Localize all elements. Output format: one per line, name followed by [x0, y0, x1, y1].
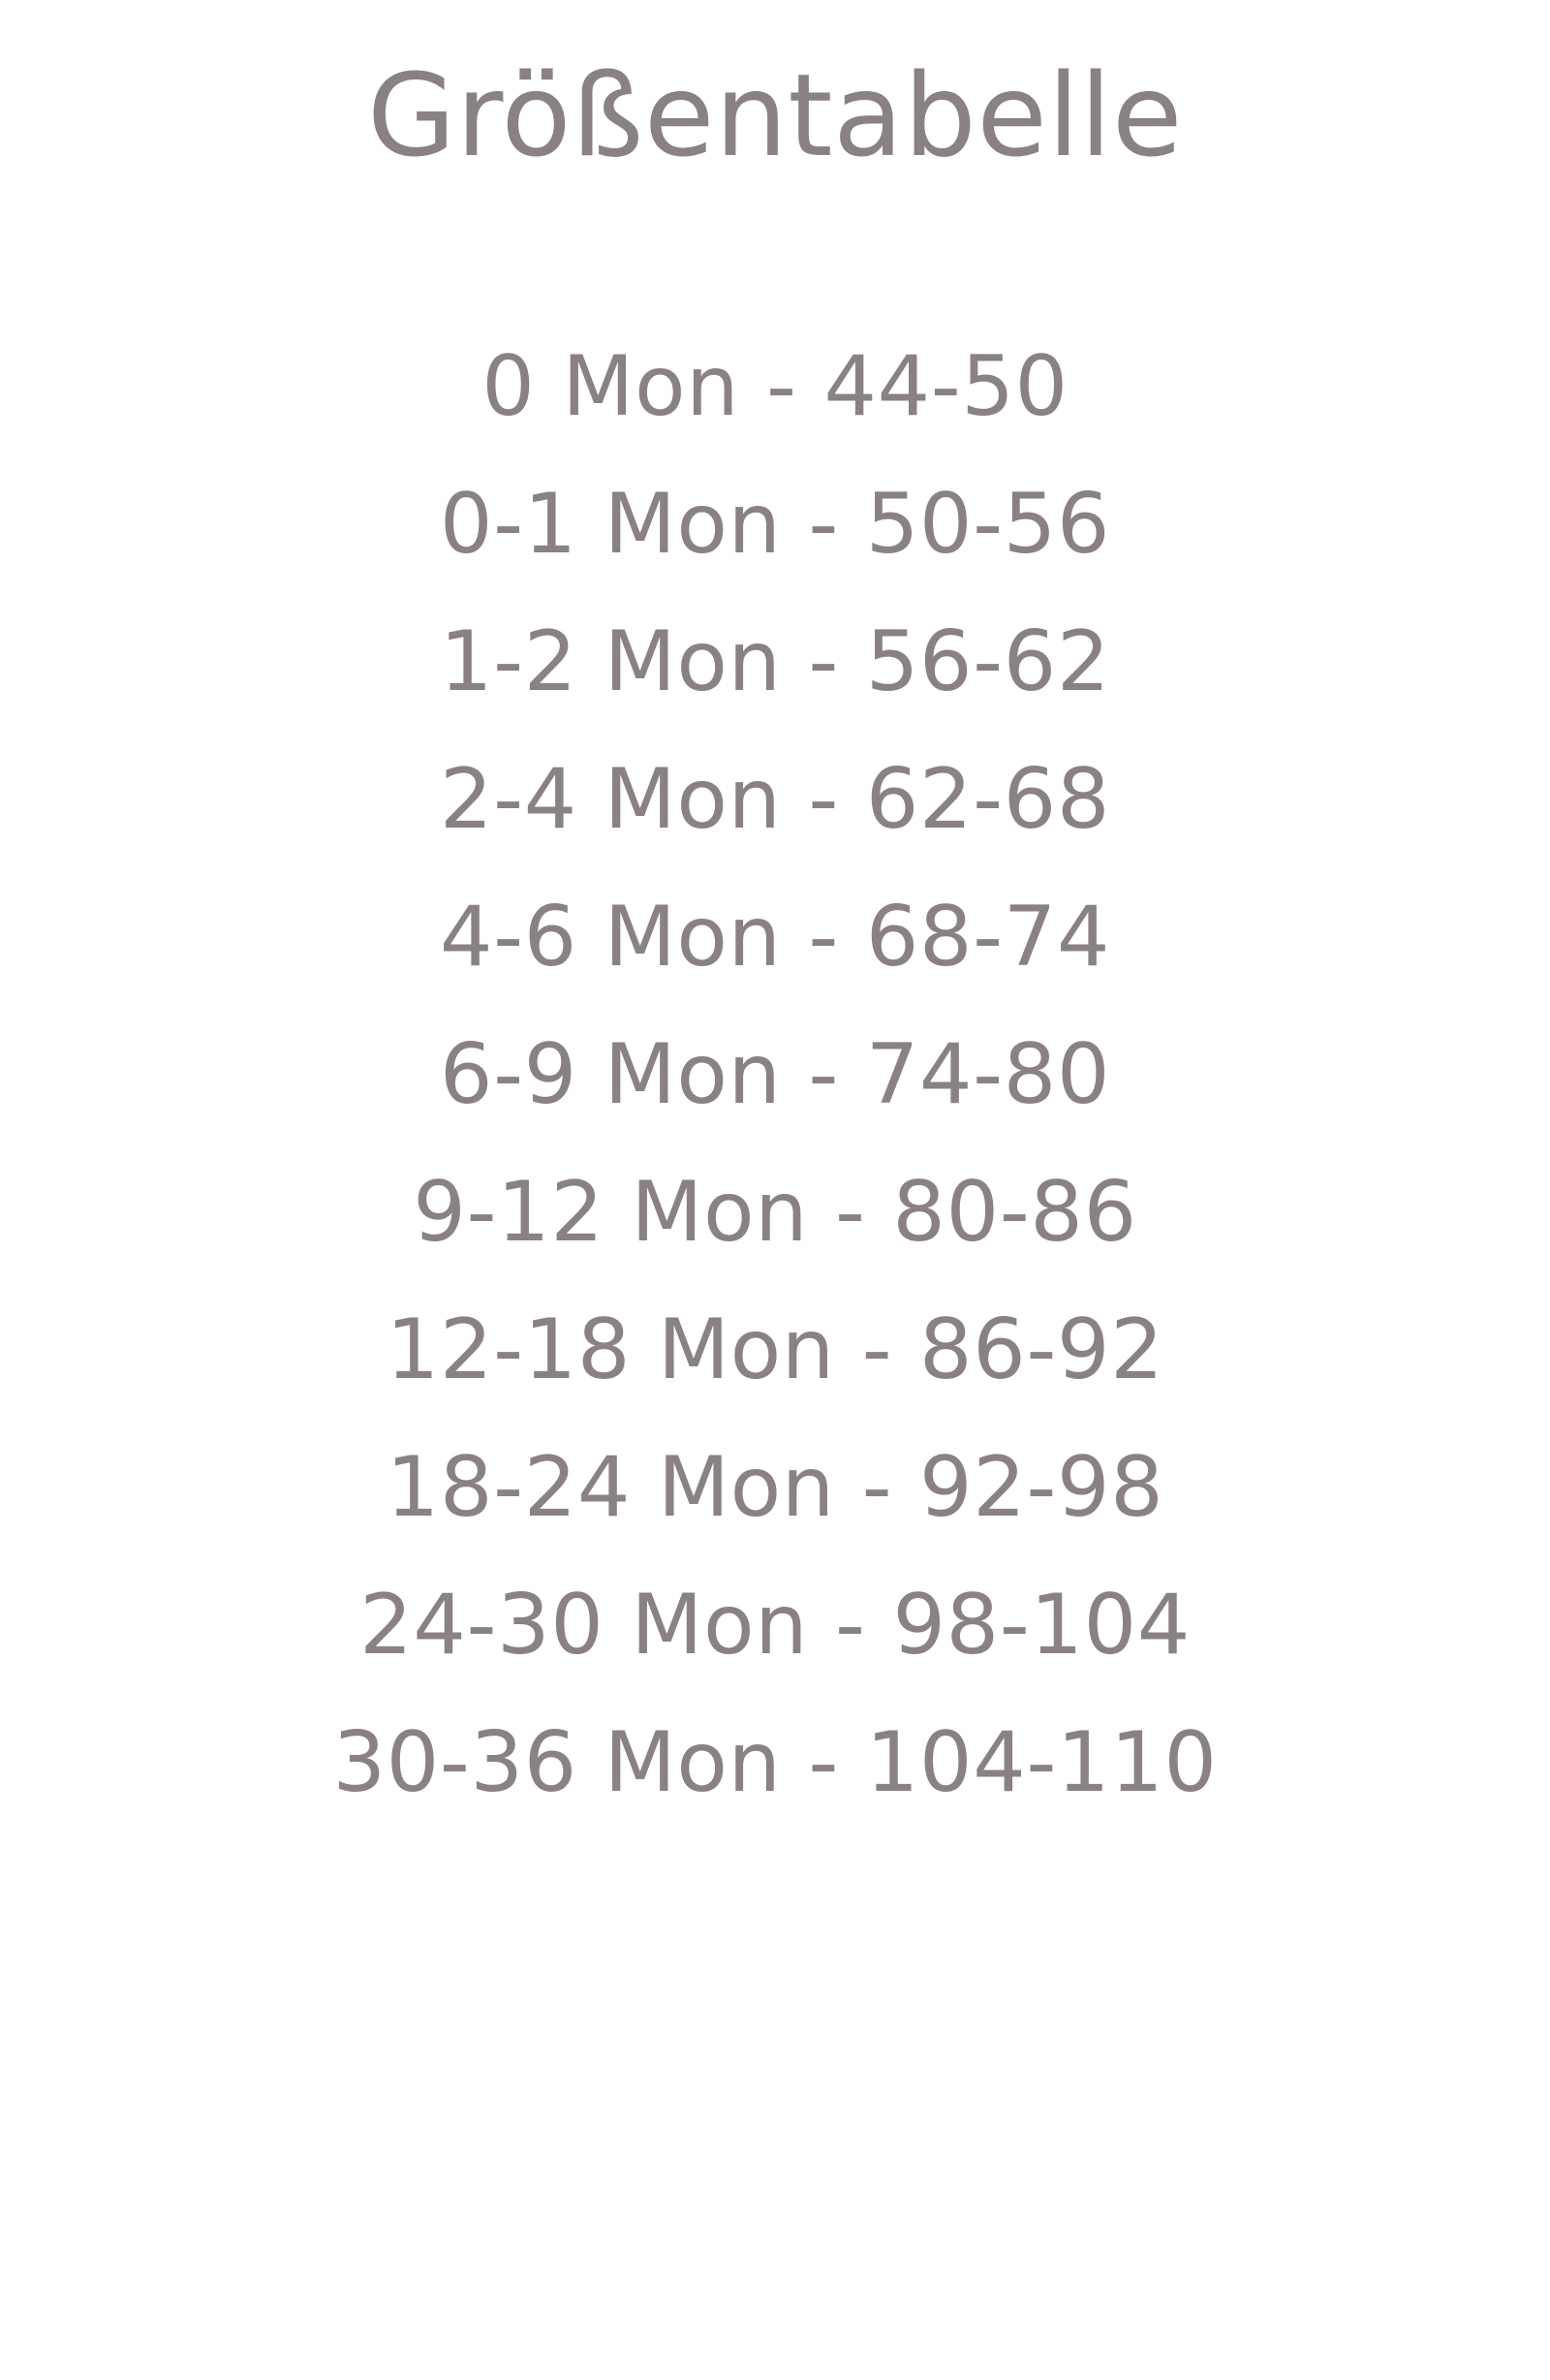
page-title: Größentabelle [366, 48, 1183, 182]
size-list [0, 337, 1550, 1811]
list-item: 2-4 Mon - 62-68 [439, 750, 1111, 848]
list-item: 4-6 Mon - 68-74 [439, 888, 1111, 986]
list-item: 6-9 Mon - 74-80 [439, 1025, 1111, 1123]
list-item: 12-18 Mon - 86-92 [386, 1300, 1164, 1398]
list-item: 18-24 Mon - 92-98 [386, 1438, 1164, 1536]
list-item: 30-36 Mon - 104-110 [332, 1713, 1218, 1811]
list-item: 9-12 Mon - 80-86 [413, 1163, 1137, 1261]
list-item: 1-2 Mon - 56-62 [439, 612, 1111, 710]
list-item: 24-30 Mon - 98-104 [359, 1576, 1191, 1674]
list-item: 0 Mon - 44-50 [481, 337, 1069, 435]
list-item: 0-1 Mon - 50-56 [439, 475, 1111, 573]
